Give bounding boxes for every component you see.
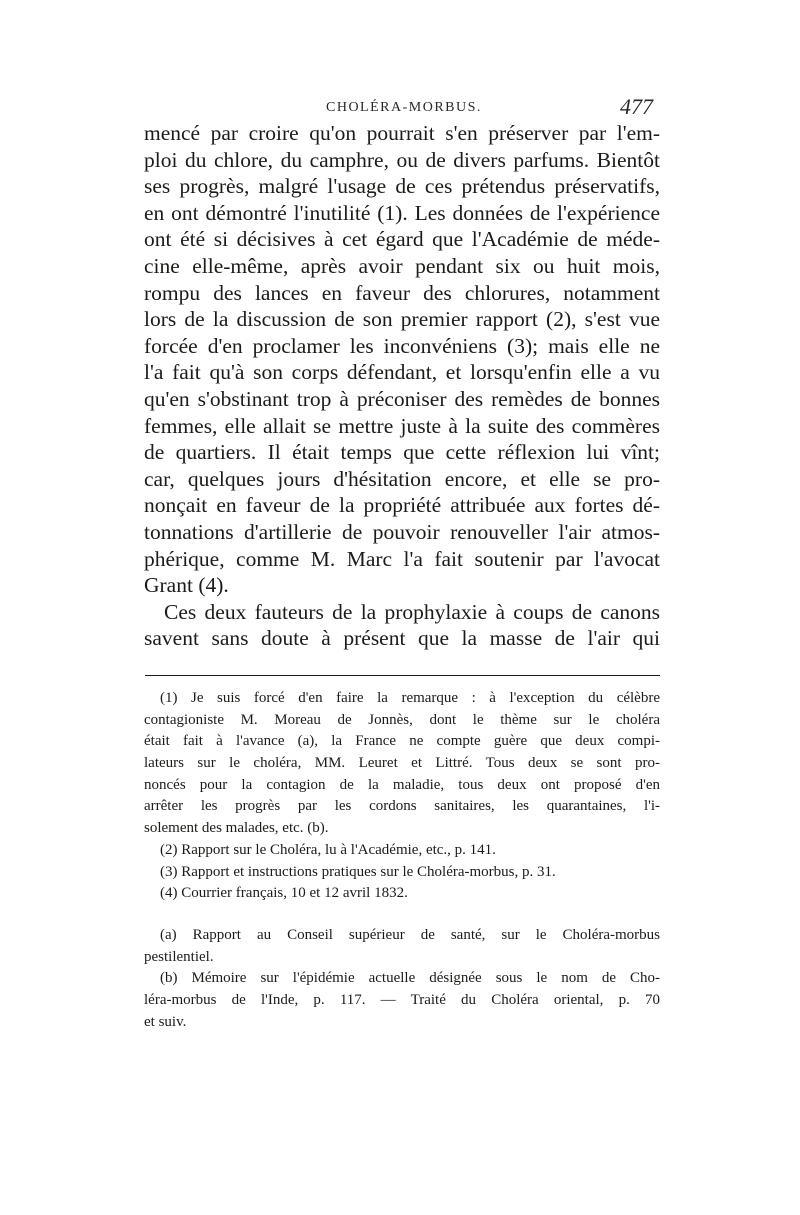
footnote-line: (3) Rapport et instructions pratiques sur le Choléra-morbus, p. 31. <box>160 863 556 880</box>
body-text <box>144 120 660 652</box>
body-line: rompu des lances en faveur des chlorures, notamment <box>144 280 660 305</box>
body-line: qu'en s'obstinant trop à préconiser des remèdes de bonnes <box>144 386 660 411</box>
body-line: tonnations d'artillerie de pouvoir renouveller l'air atmos- <box>144 519 660 544</box>
footnote-rule <box>145 675 660 676</box>
source-note-line: pestilentiel. <box>144 948 214 965</box>
body-line: forcée d'en proclamer les inconvéniens (3); mais elle ne <box>144 333 660 358</box>
source-note-line: et suiv. <box>144 1013 187 1030</box>
footnote-line: lateurs sur le choléra, MM. Leuret et Littré. Tous deux se sont pro- <box>144 755 660 772</box>
body-line: car, quelques jours d'hésitation encore, et elle se pro- <box>144 466 660 491</box>
footnote-line: arrêter les progrès par les cordons sanitaires, les quarantaines, l'i- <box>144 798 660 815</box>
body-line: lors de la discussion de son premier rapport (2), s'est vue <box>144 307 660 332</box>
body-line: ont été si décisives à cet égard que l'Académie de méde- <box>144 227 660 252</box>
footnote-line: noncés pour la contagion de la maladie, tous deux ont proposé d'en <box>144 776 660 793</box>
footnote-line: (1) Je suis forcé d'en faire la remarque : à l'exception du célèbre <box>160 690 660 706</box>
body-line: cine elle-même, après avoir pendant six ou huit mois, <box>144 253 660 278</box>
body-line: ses progrès, malgré l'usage de ces prétendus préservatifs, <box>144 174 660 199</box>
footnotes <box>144 688 660 1033</box>
footnote-line: était fait à l'avance (a), la France ne compte guère que deux compi- <box>144 733 660 750</box>
source-note-line: (b) Mémoire sur l'épidémie actuelle désignée sous le nom de Cho- <box>160 970 660 987</box>
page-number: 477 <box>620 94 653 119</box>
body-line: en ont démontré l'inutilité (1). Les données de l'expérience <box>144 200 660 225</box>
footnote-line: (2) Rapport sur le Choléra, lu à l'Académie, etc., p. 141. <box>160 841 496 858</box>
body-line: savent sans doute à présent que la masse de l'air qui <box>144 626 660 651</box>
body-line: ploi du chlore, du camphre, ou de divers parfums. Bientôt <box>144 147 660 172</box>
body-line: femmes, elle allait se mettre juste à la suite des commères <box>144 413 660 438</box>
footnote-line: (4) Courrier français, 10 et 12 avril 1832. <box>160 885 408 902</box>
body-line: Grant (4). <box>144 573 229 598</box>
source-note-line: (a) Rapport au Conseil supérieur de santé, sur le Choléra-morbus <box>160 926 660 943</box>
footnote-gap <box>144 905 660 925</box>
source-note-line: léra-morbus de l'Inde, p. 117. — Traité du Choléra oriental, p. 70 <box>144 991 660 1008</box>
body-line: l'a fait qu'à son corps défendant, et lorsqu'enfin elle a vu <box>144 360 660 385</box>
body-line: nonçait en faveur de la propriété attribuée aux fortes dé- <box>144 493 660 518</box>
body-line: phérique, comme M. Marc l'a fait soutenir par l'avocat <box>144 546 660 571</box>
running-title: CHOLÉRA-MORBUS. <box>326 100 482 115</box>
body-line: Ces deux fauteurs de la prophylaxie à coups de canons <box>164 599 660 624</box>
footnote-line: contagioniste M. Moreau de Jonnès, dont le thème sur le choléra <box>144 711 660 728</box>
body-line: mencé par croire qu'on pourrait s'en préserver par l'em- <box>144 121 660 145</box>
body-line: de quartiers. Il était temps que cette réflexion lui vînt; <box>144 440 660 465</box>
footnote-line: solement des malades, etc. (b). <box>144 820 329 837</box>
